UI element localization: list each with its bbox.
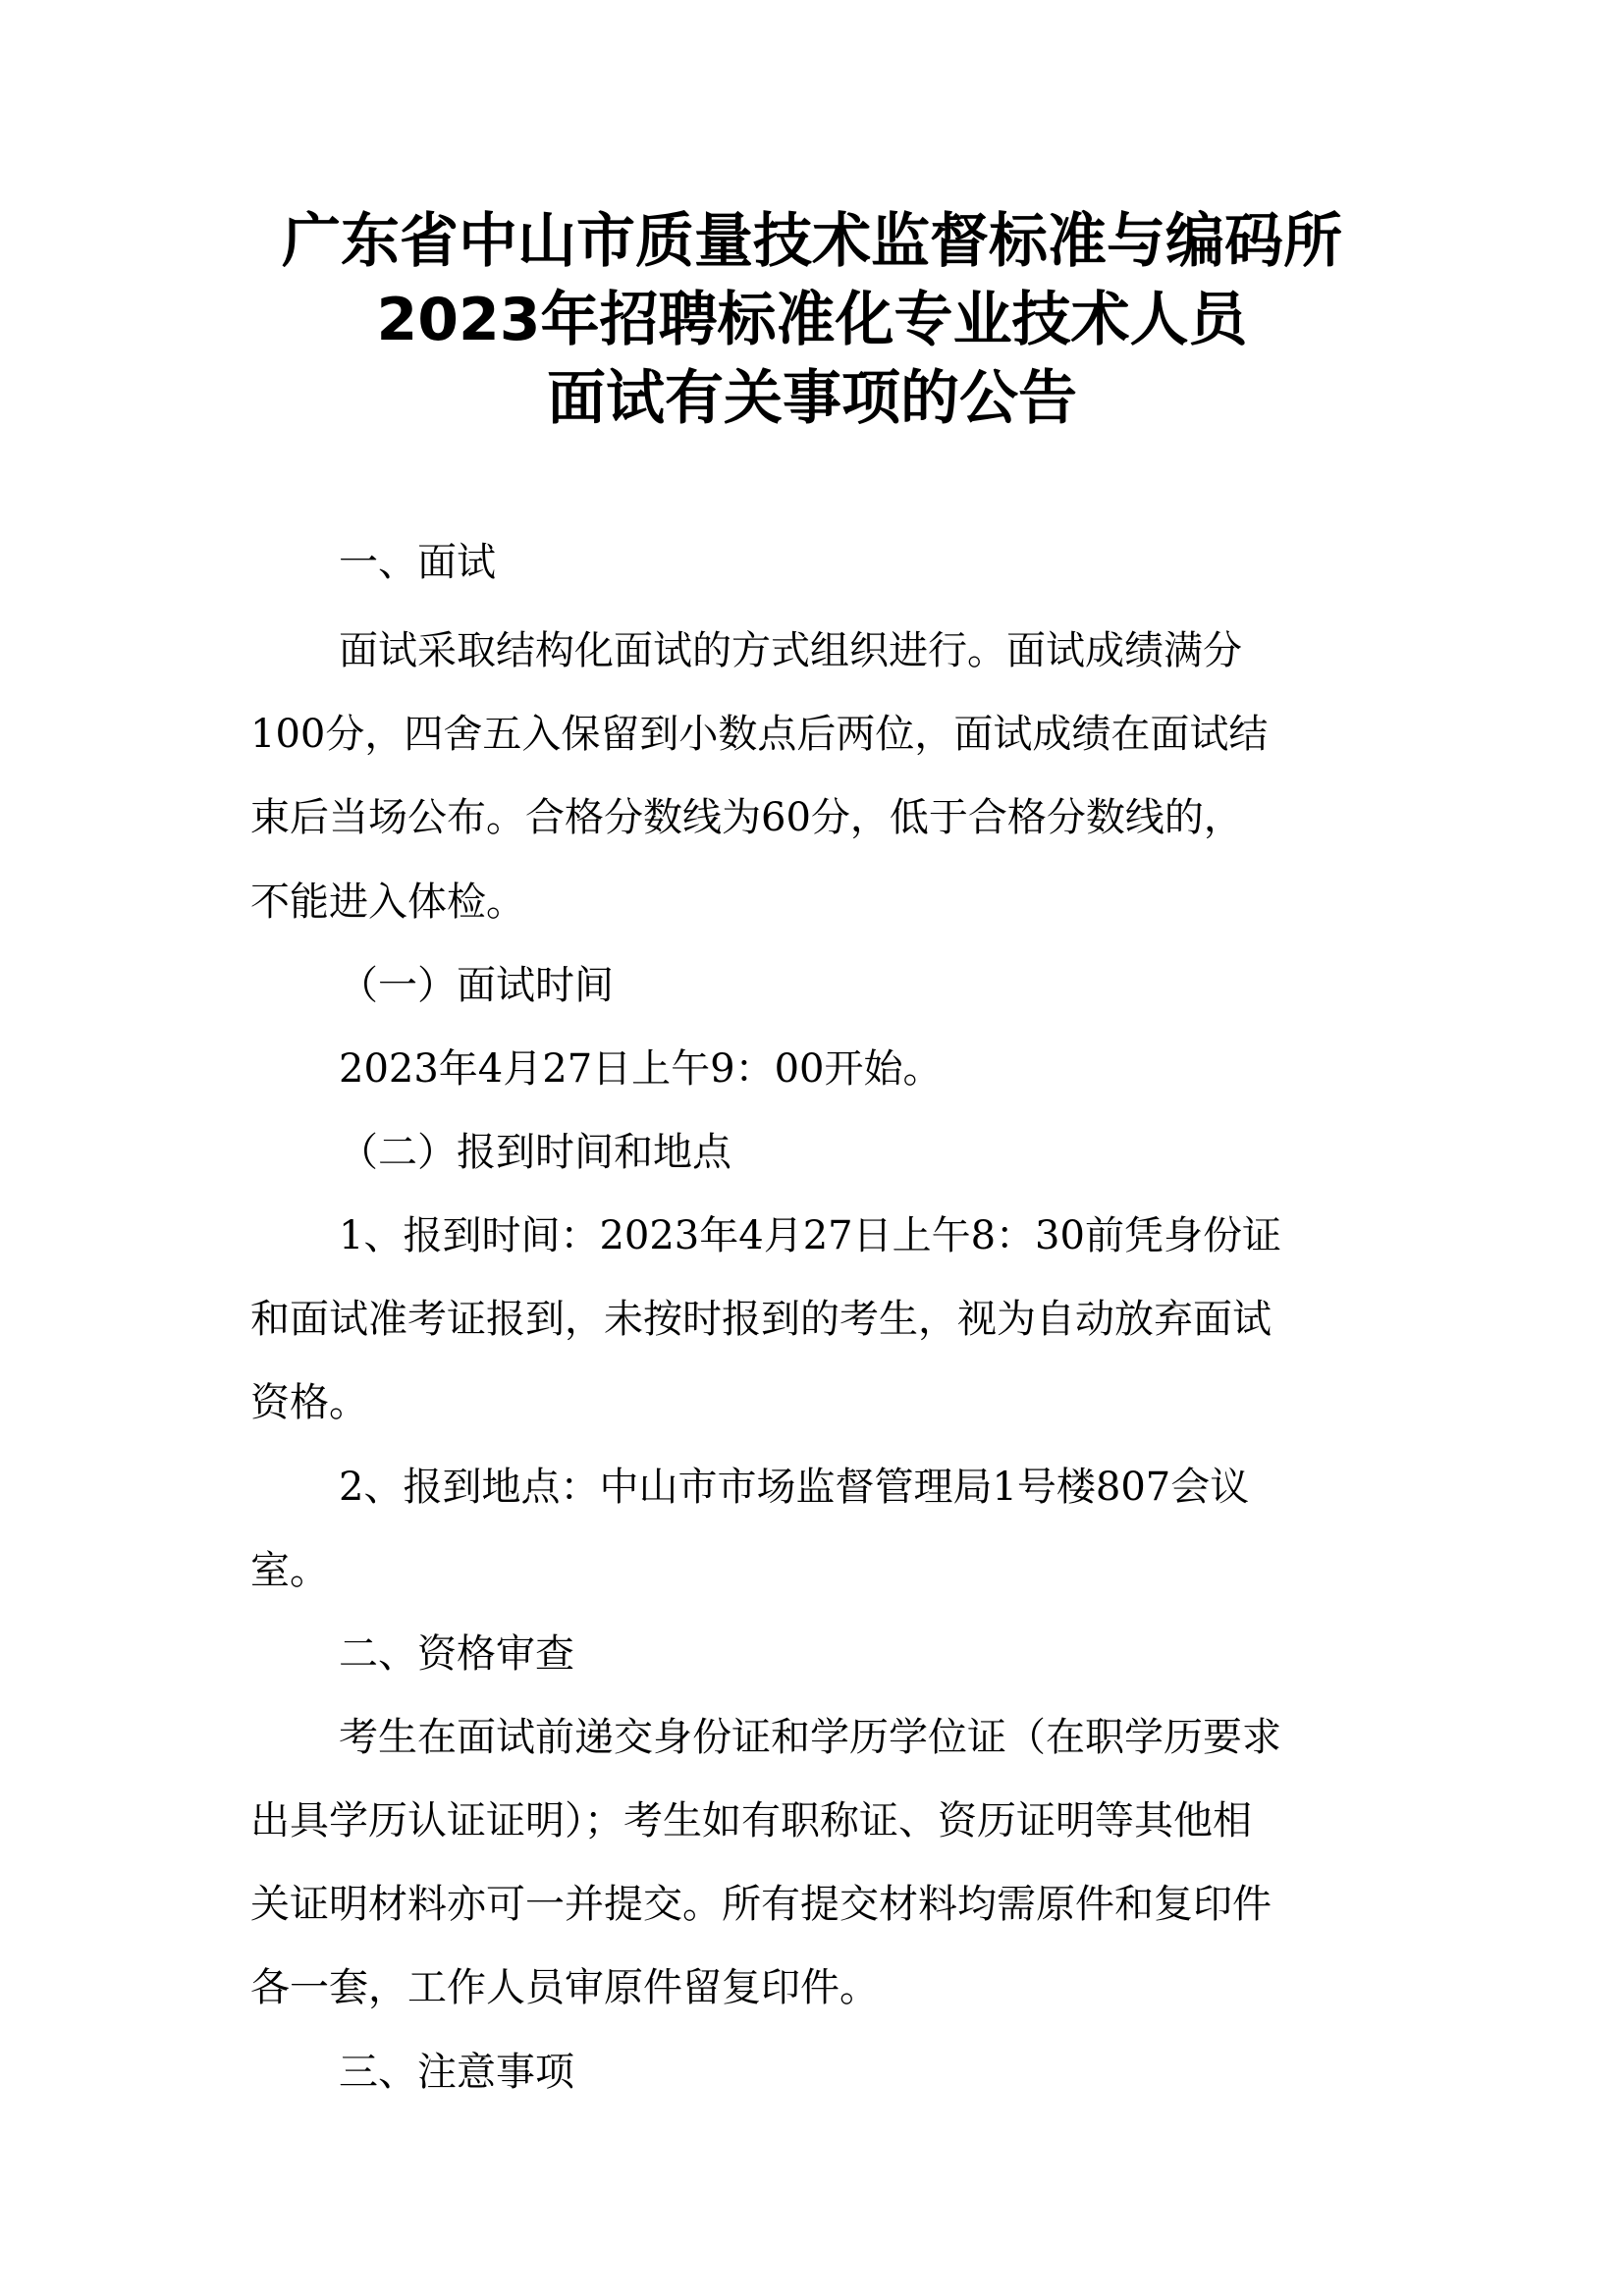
section-heading-qualification: 二、资格审查 (339, 1631, 574, 1677)
qualification-line: 考生在面试前递交身份证和学历学位证（在职学历要求 (339, 1715, 1281, 1760)
document-title-line-2: 2023年招聘标准化专业技术人员 (376, 286, 1248, 354)
document-title-line-3: 面试有关事项的公告 (547, 364, 1077, 433)
subsection-heading-registration: （二）报到时间和地点 (339, 1130, 731, 1175)
registration-time-line: 1、报到时间：2023年4月27日上午8：30前凭身份证 (339, 1213, 1281, 1258)
registration-time-line: 和面试准考证报到，未按时报到的考生，视为自动放弃面试 (250, 1297, 1272, 1342)
paragraph-line: 束后当场公布。合格分数线为60分，低于合格分数线的， (250, 795, 1243, 840)
registration-place-line: 2、报到地点：中山市市场监督管理局1号楼807会议 (339, 1465, 1250, 1510)
document-title-line-1: 广东省中山市质量技术监督标准与编码所 (282, 207, 1342, 276)
paragraph-line: 100分，四舍五入保留到小数点后两位，面试成绩在面试结 (250, 712, 1269, 757)
interview-time-text: 2023年4月27日上午9：00开始。 (339, 1046, 943, 1092)
subsection-heading-time: （一）面试时间 (339, 963, 614, 1008)
qualification-line: 关证明材料亦可一并提交。所有提交材料均需原件和复印件 (250, 1882, 1272, 1927)
qualification-line: 各一套，工作人员审原件留复印件。 (250, 1965, 879, 2010)
qualification-line: 出具学历认证证明）；考生如有职称证、资历证明等其他相 (250, 1798, 1252, 1843)
section-heading-interview: 一、面试 (339, 540, 496, 585)
paragraph-line: 不能进入体检。 (250, 880, 525, 925)
paragraph-line: 面试采取结构化面试的方式组织进行。面试成绩满分 (339, 628, 1242, 673)
section-heading-notes: 三、注意事项 (339, 2050, 574, 2095)
registration-time-line: 资格。 (250, 1380, 368, 1425)
registration-place-line: 室。 (250, 1548, 329, 1593)
